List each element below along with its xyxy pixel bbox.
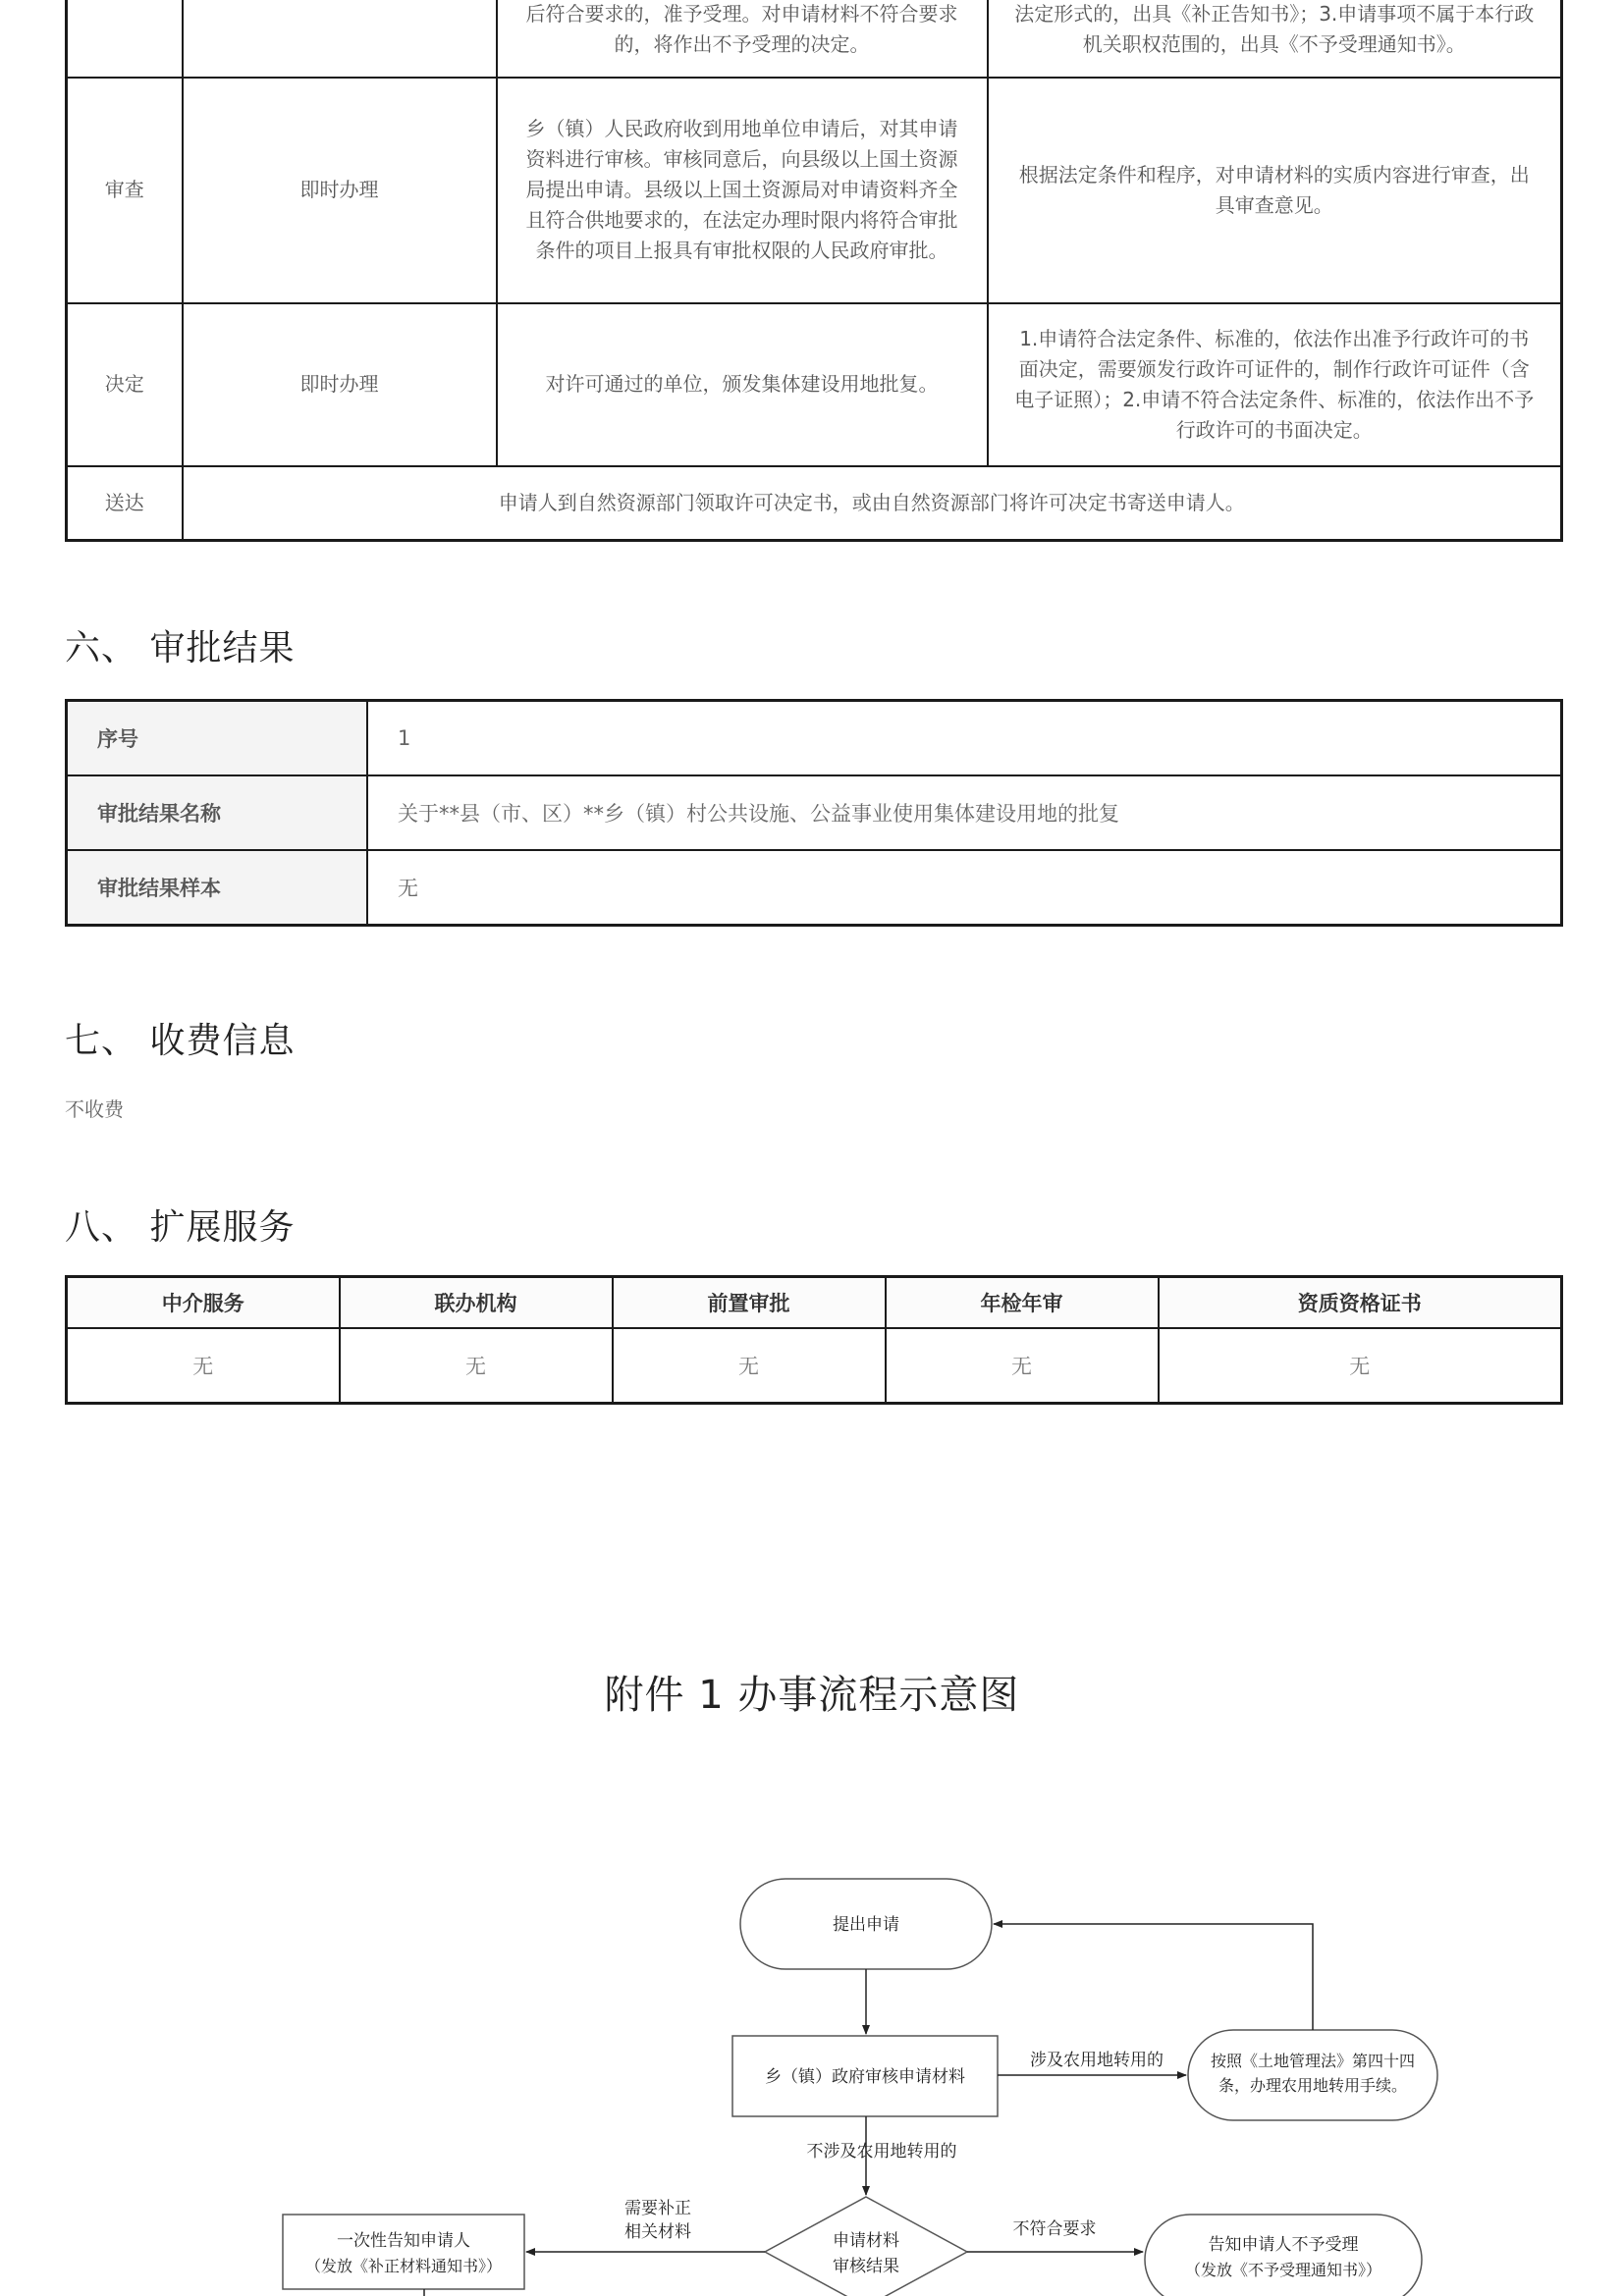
time-cell: 即时办理: [183, 303, 497, 466]
result-value: 1: [367, 701, 1562, 776]
delivery-cell: 申请人到自然资源部门领取许可决定书，或由自然资源部门将许可决定书寄送申请人。: [183, 466, 1562, 541]
stage-cell: 决定: [67, 303, 183, 466]
time-cell: 即时办理: [183, 78, 497, 303]
review-label: 乡（镇）政府审核申请材料: [765, 2067, 965, 2087]
reject-label-line1: 告知申请人不予受理: [1208, 2235, 1359, 2255]
column-header: 联办机构: [340, 1277, 613, 1329]
supplement-label-line2: （发放《补正材料通知书》）: [304, 2257, 503, 2275]
result-label: 审批结果名称: [67, 775, 368, 850]
fee-text: 不收费: [65, 1097, 124, 1121]
feedback-arrow: [994, 1924, 1313, 2030]
farmland-node: [1188, 2030, 1437, 2120]
time-cell: [183, 0, 497, 78]
supplement-label-line1: 一次性告知申请人: [337, 2231, 470, 2251]
table-cell: 无: [886, 1328, 1159, 1404]
stage-cell: 送达: [67, 466, 183, 541]
start-label: 提出申请: [833, 1915, 899, 1935]
table-row: [67, 850, 1562, 926]
table-row: [67, 0, 1562, 78]
section-heading: 六、 审批结果: [65, 628, 296, 668]
extension-table: [65, 1275, 1563, 1405]
result-value: 关于**县（市、区）**乡（镇）村公共设施、公益事业使用集体建设用地的批复: [367, 775, 1562, 850]
table-cell: 无: [1159, 1328, 1562, 1404]
reject-node: [1145, 2215, 1422, 2296]
approval-result-table: [65, 699, 1563, 927]
table-row: [67, 466, 1562, 541]
column-header: 前置审批: [613, 1277, 886, 1329]
supplement-node: [283, 2215, 524, 2289]
table-cell: 无: [340, 1328, 613, 1404]
flowchart: [0, 1845, 1624, 2296]
table-header-row: [67, 1277, 1562, 1329]
reject-label-line2: （发放《不予受理通知书》）: [1184, 2261, 1382, 2279]
result-value: 无: [367, 850, 1562, 926]
table-cell: 无: [613, 1328, 886, 1404]
farmland-label-line1: 按照《土地管理法》第四十四: [1210, 2052, 1416, 2070]
standard-cell: 乡（镇）人民政府收到用地单位申请后，对其申请资料进行审核。审核同意后，向县级以上国土资源局提出申请。县级以上国土资源局对申请资料齐全且符合供地要求的，在法定办理时限内将符合审批条件的项目上报具有审批权限的人民政府审批。: [497, 78, 988, 303]
section-heading: 八、 扩展服务: [65, 1207, 296, 1248]
result-cell: 1.申请符合法定条件、标准的，依法作出准予行政许可的书面决定，需要颁发行政许可证件的，制作行政许可证件（含电子证照）；2.申请不符合法定条件、标准的，依法作出不予行政许可的书面决定。: [988, 303, 1562, 466]
section-heading: 七、 收费信息: [65, 1021, 296, 1061]
table-row: [67, 303, 1562, 466]
reject-edge-label: 不符合要求: [1012, 2219, 1097, 2239]
decision-label-line2: 审核结果: [833, 2257, 899, 2276]
column-header: 年检年审: [886, 1277, 1159, 1329]
result-label: 审批结果样本: [67, 850, 368, 926]
supplement-edge-line1: 需要补正: [624, 2199, 691, 2218]
standard-cell: 对许可通过的单位，颁发集体建设用地批复。: [497, 303, 988, 466]
result-cell: 法定形式的，出具《补正告知书》；3.申请事项不属于本行政机关职权范围的，出具《不予受理通知书》。: [988, 0, 1562, 78]
table-row: [67, 775, 1562, 850]
table-row: [67, 78, 1562, 303]
farmland-label-line2: 条，办理农用地转用手续。: [1218, 2076, 1408, 2095]
column-header: 中介服务: [67, 1277, 340, 1329]
process-table: [65, 0, 1563, 542]
supplement-edge-line2: 相关材料: [624, 2222, 691, 2242]
stage-cell: [67, 0, 183, 78]
no-farmland-edge-label: 不涉及农用地转用的: [806, 2142, 957, 2162]
decision-label-line1: 申请材料: [833, 2231, 899, 2251]
farmland-edge-label: 涉及农用地转用的: [1030, 2051, 1164, 2070]
result-cell: 根据法定条件和程序，对申请材料的实质内容进行审查，出具审查意见。: [988, 78, 1562, 303]
standard-cell: 后符合要求的，准予受理。对申请材料不符合要求的，将作出不予受理的决定。: [497, 0, 988, 78]
result-label: 序号: [67, 701, 368, 776]
attachment-title: 附件 1 办事流程示意图: [604, 1673, 1020, 1718]
table-row: [67, 701, 1562, 776]
table-row: [67, 1328, 1562, 1404]
table-cell: 无: [67, 1328, 340, 1404]
stage-cell: 审查: [67, 78, 183, 303]
column-header: 资质资格证书: [1159, 1277, 1562, 1329]
